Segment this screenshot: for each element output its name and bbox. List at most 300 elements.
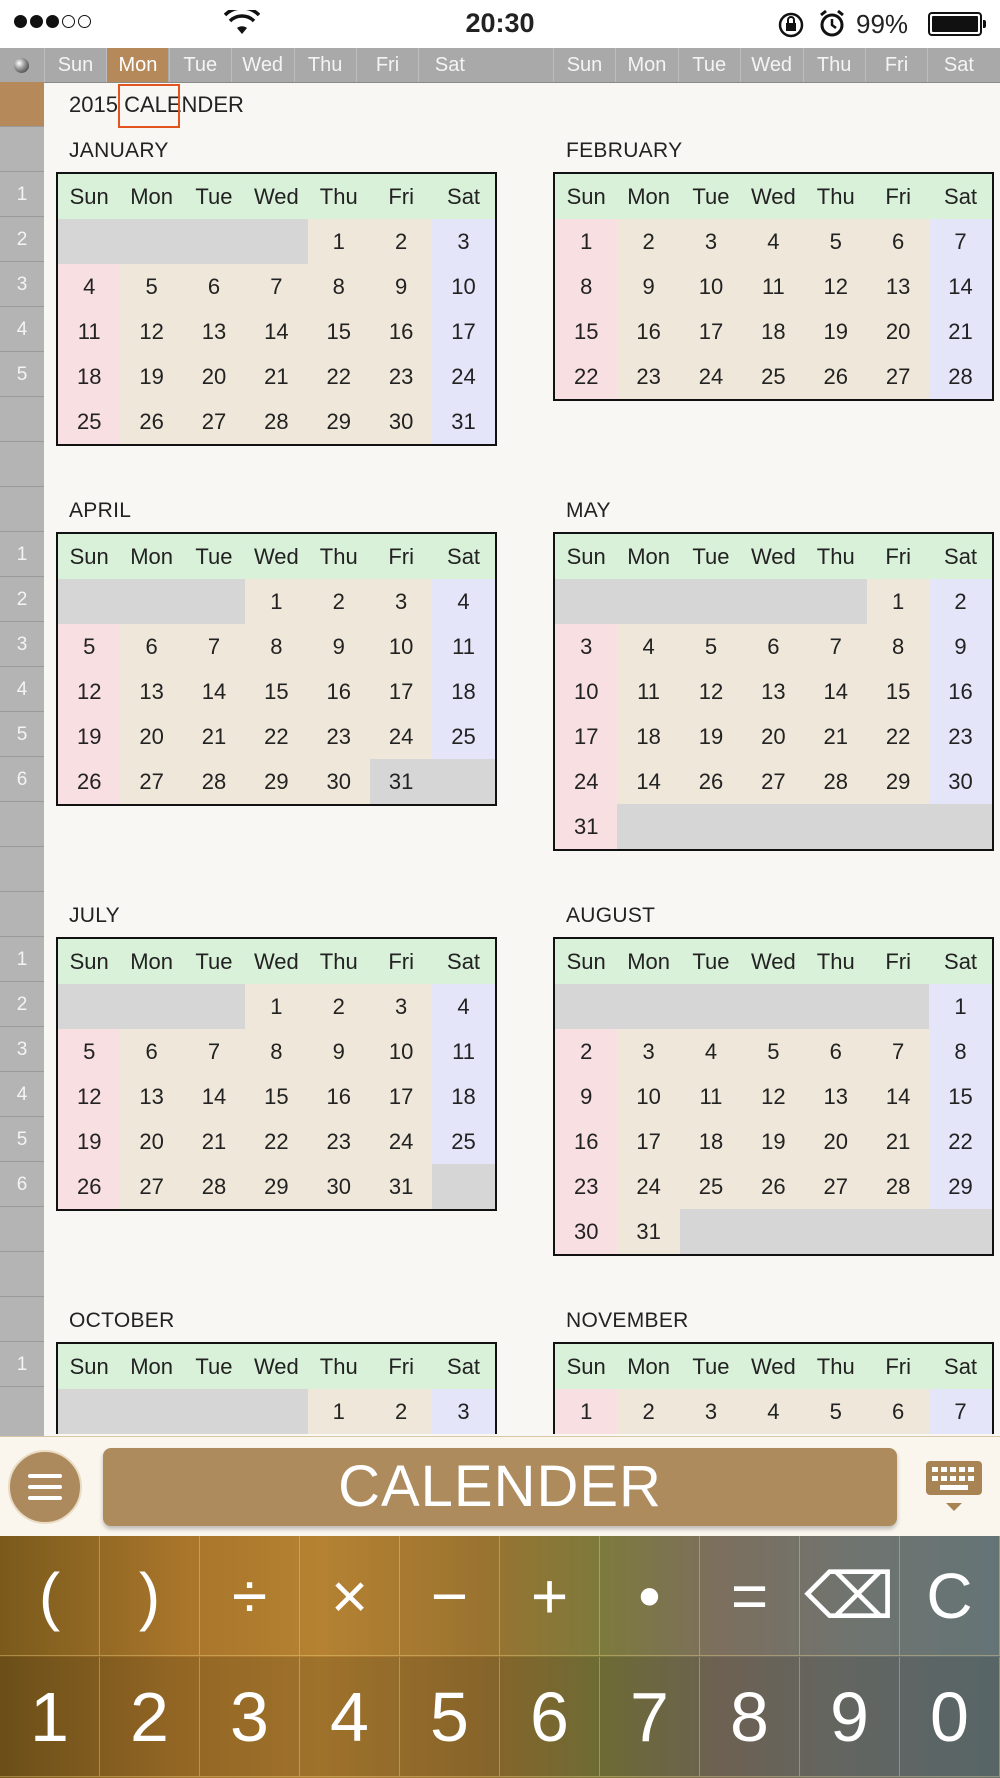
day-cell[interactable]: 11 xyxy=(680,1074,742,1119)
day-cell[interactable]: 27 xyxy=(183,399,245,444)
day-cell[interactable]: 26 xyxy=(58,759,120,804)
day-cell[interactable]: 16 xyxy=(555,1119,617,1164)
day-cell[interactable]: 23 xyxy=(308,714,370,759)
day-cell[interactable]: 21 xyxy=(183,1119,245,1164)
day-cell[interactable]: 2 xyxy=(370,1389,432,1434)
day-cell[interactable]: 30 xyxy=(929,759,991,804)
key-digit-1[interactable]: 1 xyxy=(0,1657,100,1777)
day-cell[interactable]: 23 xyxy=(555,1164,617,1209)
day-cell[interactable]: 22 xyxy=(867,714,929,759)
row-header[interactable]: 3 xyxy=(0,262,44,307)
day-cell[interactable]: 25 xyxy=(432,1119,494,1164)
column-header-sat[interactable]: Sat xyxy=(927,48,989,82)
key-digit-7[interactable]: 7 xyxy=(600,1657,700,1777)
day-cell[interactable]: 6 xyxy=(120,624,182,669)
key-operator[interactable]: − xyxy=(400,1536,500,1656)
row-header[interactable]: 5 xyxy=(0,352,44,397)
day-cell[interactable]: 30 xyxy=(555,1209,617,1254)
day-cell[interactable]: 20 xyxy=(742,714,804,759)
day-cell[interactable]: 13 xyxy=(120,1074,182,1119)
day-cell[interactable]: 3 xyxy=(680,219,742,264)
week-row xyxy=(58,264,495,309)
day-cell[interactable]: 5 xyxy=(742,1029,804,1074)
formula-display[interactable]: CALENDER xyxy=(103,1448,897,1526)
day-cell[interactable]: 20 xyxy=(805,1119,867,1164)
day-cell[interactable]: 12 xyxy=(742,1074,804,1119)
day-cell[interactable]: 6 xyxy=(805,1029,867,1074)
day-cell[interactable]: 20 xyxy=(120,714,182,759)
row-header[interactable] xyxy=(0,1297,44,1342)
row-header[interactable] xyxy=(0,1252,44,1297)
day-cell[interactable]: 4 xyxy=(680,1029,742,1074)
day-cell[interactable]: 20 xyxy=(120,1119,182,1164)
day-cell[interactable]: 14 xyxy=(183,669,245,714)
day-cell[interactable]: 18 xyxy=(432,1074,494,1119)
day-cell[interactable]: 25 xyxy=(432,714,494,759)
row-header[interactable]: 3 xyxy=(0,1027,44,1072)
day-cell[interactable]: 18 xyxy=(617,714,679,759)
row-header[interactable]: 5 xyxy=(0,712,44,757)
day-cell[interactable]: 13 xyxy=(867,264,929,309)
row-header[interactable] xyxy=(0,442,44,487)
empty-day-cell[interactable] xyxy=(742,579,804,624)
column-header-fri[interactable]: Fri xyxy=(865,48,927,82)
row-header[interactable]: 6 xyxy=(0,1162,44,1207)
day-cell[interactable]: 6 xyxy=(867,1389,929,1434)
column-header-sun[interactable]: Sun xyxy=(553,48,615,82)
day-cell[interactable]: 10 xyxy=(370,624,432,669)
column-header-tue[interactable]: Tue xyxy=(678,48,740,82)
column-header-mon[interactable]: Mon xyxy=(106,48,168,82)
empty-day-cell[interactable] xyxy=(120,579,182,624)
empty-day-cell[interactable] xyxy=(805,984,867,1029)
day-cell[interactable]: 3 xyxy=(370,984,432,1029)
day-cell[interactable]: 5 xyxy=(120,264,182,309)
day-cell[interactable]: 8 xyxy=(929,1029,991,1074)
row-header[interactable] xyxy=(0,487,44,532)
day-cell[interactable]: 27 xyxy=(867,354,929,399)
column-header-thu[interactable]: Thu xyxy=(803,48,865,82)
row-header[interactable]: 2 xyxy=(0,577,44,622)
day-cell[interactable]: 15 xyxy=(867,669,929,714)
day-cell[interactable]: 20 xyxy=(183,354,245,399)
row-header[interactable] xyxy=(0,82,44,127)
day-cell[interactable]: 10 xyxy=(432,264,494,309)
day-cell[interactable]: 5 xyxy=(58,1029,120,1074)
day-cell[interactable]: 21 xyxy=(245,354,307,399)
empty-day-cell[interactable] xyxy=(617,804,679,849)
day-cell[interactable]: 19 xyxy=(58,1119,120,1164)
day-cell[interactable]: 1 xyxy=(929,984,991,1029)
empty-day-cell[interactable] xyxy=(680,579,742,624)
day-cell[interactable]: 28 xyxy=(805,759,867,804)
day-cell[interactable]: 1 xyxy=(245,579,307,624)
day-cell[interactable]: 1 xyxy=(555,219,617,264)
row-header[interactable]: 4 xyxy=(0,1072,44,1117)
column-header-fri[interactable]: Fri xyxy=(356,48,418,82)
day-cell[interactable]: 14 xyxy=(805,669,867,714)
day-cell[interactable]: 17 xyxy=(370,669,432,714)
row-header[interactable]: 5 xyxy=(0,1117,44,1162)
weekday-header: Mon xyxy=(130,1354,173,1379)
day-cell[interactable]: 2 xyxy=(617,219,679,264)
day-cell[interactable]: 2 xyxy=(555,1029,617,1074)
key-digit-6[interactable]: 6 xyxy=(500,1657,600,1777)
day-cell[interactable]: 9 xyxy=(617,264,679,309)
day-cell[interactable]: 18 xyxy=(742,309,804,354)
key-operator[interactable]: ⌫ xyxy=(800,1536,900,1656)
day-cell[interactable]: 14 xyxy=(929,264,991,309)
day-cell[interactable]: 19 xyxy=(58,714,120,759)
empty-day-cell[interactable] xyxy=(58,984,120,1029)
day-cell[interactable]: 3 xyxy=(680,1389,742,1434)
row-header[interactable] xyxy=(0,397,44,442)
day-cell[interactable]: 21 xyxy=(805,714,867,759)
day-cell[interactable]: 1 xyxy=(308,1389,370,1434)
day-cell[interactable]: 6 xyxy=(183,264,245,309)
day-cell[interactable]: 3 xyxy=(432,1389,494,1434)
day-cell[interactable]: 12 xyxy=(805,264,867,309)
day-cell[interactable]: 19 xyxy=(120,354,182,399)
day-cell[interactable]: 14 xyxy=(617,759,679,804)
day-cell[interactable]: 13 xyxy=(805,1074,867,1119)
day-cell[interactable]: 15 xyxy=(929,1074,991,1119)
empty-day-cell[interactable] xyxy=(929,804,991,849)
day-cell[interactable]: 17 xyxy=(617,1119,679,1164)
row-header[interactable]: 1 xyxy=(0,532,44,577)
day-cell[interactable]: 4 xyxy=(432,984,494,1029)
day-cell[interactable]: 5 xyxy=(58,624,120,669)
day-cell[interactable]: 19 xyxy=(805,309,867,354)
day-cell[interactable]: 5 xyxy=(680,624,742,669)
empty-day-cell[interactable] xyxy=(245,1389,307,1434)
day-cell[interactable]: 31 xyxy=(432,399,494,444)
day-cell[interactable]: 26 xyxy=(742,1164,804,1209)
row-header[interactable]: 4 xyxy=(0,667,44,712)
day-cell[interactable]: 14 xyxy=(183,1074,245,1119)
empty-day-cell[interactable] xyxy=(805,1209,867,1254)
day-cell[interactable]: 31 xyxy=(370,1164,432,1209)
day-cell[interactable]: 12 xyxy=(58,669,120,714)
day-cell[interactable]: 2 xyxy=(370,219,432,264)
day-cell[interactable]: 27 xyxy=(120,759,182,804)
day-cell[interactable]: 1 xyxy=(867,579,929,624)
empty-day-cell[interactable] xyxy=(432,1164,494,1209)
day-cell[interactable]: 21 xyxy=(183,714,245,759)
day-cell[interactable]: 18 xyxy=(58,354,120,399)
day-cell[interactable]: 8 xyxy=(245,1029,307,1074)
key-operator[interactable]: ) xyxy=(100,1536,200,1656)
keyboard-hide-icon[interactable] xyxy=(922,1457,986,1521)
day-cell[interactable]: 27 xyxy=(805,1164,867,1209)
day-cell[interactable]: 5 xyxy=(805,1389,867,1434)
day-cell[interactable]: 2 xyxy=(308,984,370,1029)
day-cell[interactable]: 18 xyxy=(432,669,494,714)
day-cell[interactable]: 22 xyxy=(308,354,370,399)
day-cell[interactable]: 26 xyxy=(58,1164,120,1209)
day-cell[interactable]: 22 xyxy=(929,1119,991,1164)
row-header[interactable]: 1 xyxy=(0,172,44,217)
row-header[interactable]: 6 xyxy=(0,757,44,802)
day-cell[interactable]: 23 xyxy=(617,354,679,399)
day-cell[interactable]: 17 xyxy=(680,309,742,354)
key-digit-2[interactable]: 2 xyxy=(100,1657,200,1777)
empty-day-cell[interactable] xyxy=(617,984,679,1029)
day-cell[interactable]: 16 xyxy=(370,309,432,354)
day-cell[interactable]: 8 xyxy=(308,264,370,309)
row-header[interactable] xyxy=(0,802,44,847)
day-cell[interactable]: 1 xyxy=(308,219,370,264)
day-cell[interactable]: 23 xyxy=(370,354,432,399)
day-cell[interactable]: 25 xyxy=(680,1164,742,1209)
key-operator[interactable]: • xyxy=(600,1536,700,1656)
day-cell[interactable]: 19 xyxy=(742,1119,804,1164)
day-cell[interactable]: 20 xyxy=(867,309,929,354)
day-cell[interactable]: 24 xyxy=(370,714,432,759)
empty-day-cell[interactable] xyxy=(742,1209,804,1254)
empty-day-cell[interactable] xyxy=(742,804,804,849)
row-header[interactable]: 2 xyxy=(0,217,44,262)
day-cell[interactable]: 15 xyxy=(245,1074,307,1119)
day-cell[interactable]: 11 xyxy=(617,669,679,714)
day-cell[interactable]: 28 xyxy=(867,1164,929,1209)
empty-day-cell[interactable] xyxy=(183,984,245,1029)
empty-day-cell[interactable] xyxy=(929,1209,991,1254)
day-cell[interactable]: 24 xyxy=(370,1119,432,1164)
column-header-mon[interactable]: Mon xyxy=(615,48,677,82)
day-cell[interactable]: 26 xyxy=(805,354,867,399)
day-cell[interactable]: 16 xyxy=(929,669,991,714)
column-header-wed[interactable]: Wed xyxy=(740,48,802,82)
day-cell[interactable]: 17 xyxy=(555,714,617,759)
day-cell[interactable]: 12 xyxy=(120,309,182,354)
day-cell[interactable]: 12 xyxy=(58,1074,120,1119)
empty-day-cell[interactable] xyxy=(555,984,617,1029)
empty-day-cell[interactable] xyxy=(617,579,679,624)
day-cell[interactable]: 29 xyxy=(929,1164,991,1209)
empty-day-cell[interactable] xyxy=(120,984,182,1029)
day-cell[interactable]: 2 xyxy=(617,1389,679,1434)
day-cell[interactable]: 13 xyxy=(183,309,245,354)
empty-day-cell[interactable] xyxy=(867,804,929,849)
day-cell[interactable]: 11 xyxy=(58,309,120,354)
day-cell[interactable]: 10 xyxy=(370,1029,432,1074)
day-cell[interactable]: 10 xyxy=(680,264,742,309)
day-cell[interactable]: 29 xyxy=(308,399,370,444)
row-header[interactable]: 2 xyxy=(0,982,44,1027)
key-digit-8[interactable]: 8 xyxy=(700,1657,800,1777)
day-cell[interactable]: 7 xyxy=(245,264,307,309)
day-cell[interactable]: 11 xyxy=(432,1029,494,1074)
key-operator[interactable]: + xyxy=(500,1536,600,1656)
day-cell[interactable]: 7 xyxy=(929,1389,991,1434)
key-operator[interactable]: ( xyxy=(0,1536,100,1656)
empty-day-cell[interactable] xyxy=(805,804,867,849)
day-cell[interactable]: 19 xyxy=(680,714,742,759)
key-operator[interactable]: × xyxy=(300,1536,400,1656)
day-cell[interactable]: 4 xyxy=(742,1389,804,1434)
day-cell[interactable]: 10 xyxy=(617,1074,679,1119)
row-header[interactable] xyxy=(0,892,44,937)
day-cell[interactable]: 25 xyxy=(58,399,120,444)
day-cell[interactable]: 9 xyxy=(308,624,370,669)
day-cell[interactable]: 30 xyxy=(308,759,370,804)
day-cell[interactable]: 2 xyxy=(308,579,370,624)
day-cell[interactable]: 18 xyxy=(680,1119,742,1164)
row-header[interactable] xyxy=(0,127,44,172)
row-header[interactable]: 1 xyxy=(0,1342,44,1387)
day-cell[interactable]: 15 xyxy=(245,669,307,714)
day-cell[interactable]: 9 xyxy=(555,1074,617,1119)
key-operator[interactable]: ÷ xyxy=(200,1536,300,1656)
empty-day-cell[interactable] xyxy=(867,1209,929,1254)
day-cell[interactable]: 16 xyxy=(308,669,370,714)
key-digit-9[interactable]: 9 xyxy=(800,1657,900,1777)
column-header-sun[interactable]: Sun xyxy=(44,48,106,82)
row-header[interactable]: 4 xyxy=(0,307,44,352)
day-cell[interactable]: 29 xyxy=(245,1164,307,1209)
day-cell[interactable]: 21 xyxy=(929,309,991,354)
day-cell[interactable]: 7 xyxy=(183,1029,245,1074)
column-header-sat[interactable]: Sat xyxy=(418,48,480,82)
empty-day-cell[interactable] xyxy=(120,1389,182,1434)
empty-day-cell[interactable] xyxy=(183,219,245,264)
empty-day-cell[interactable] xyxy=(58,219,120,264)
key-digit-0[interactable]: 0 xyxy=(900,1657,1000,1777)
key-operator[interactable]: = xyxy=(700,1536,800,1656)
key-digit-3[interactable]: 3 xyxy=(200,1657,300,1777)
day-cell[interactable]: 25 xyxy=(742,354,804,399)
day-cell[interactable]: 31 xyxy=(555,804,617,849)
day-cell[interactable]: 23 xyxy=(308,1119,370,1164)
row-header[interactable] xyxy=(0,847,44,892)
day-cell[interactable]: 3 xyxy=(617,1029,679,1074)
empty-day-cell[interactable] xyxy=(183,1389,245,1434)
day-cell[interactable]: 27 xyxy=(120,1164,182,1209)
empty-day-cell[interactable]: 31 xyxy=(370,759,432,804)
empty-day-cell[interactable] xyxy=(58,1389,120,1434)
key-digit-4[interactable]: 4 xyxy=(300,1657,400,1777)
empty-day-cell[interactable] xyxy=(867,984,929,1029)
day-cell[interactable]: 22 xyxy=(245,1119,307,1164)
day-cell[interactable]: 29 xyxy=(867,759,929,804)
day-cell[interactable]: 11 xyxy=(432,624,494,669)
empty-day-cell[interactable] xyxy=(183,579,245,624)
empty-day-cell[interactable] xyxy=(680,984,742,1029)
day-cell[interactable]: 17 xyxy=(432,309,494,354)
day-cell[interactable]: 11 xyxy=(742,264,804,309)
day-cell[interactable]: 12 xyxy=(680,669,742,714)
day-cell[interactable]: 7 xyxy=(929,219,991,264)
empty-day-cell[interactable] xyxy=(680,1209,742,1254)
day-cell[interactable]: 4 xyxy=(742,219,804,264)
day-cell[interactable]: 30 xyxy=(370,399,432,444)
day-cell[interactable]: 28 xyxy=(929,354,991,399)
column-header-thu[interactable]: Thu xyxy=(294,48,356,82)
day-cell[interactable]: 6 xyxy=(120,1029,182,1074)
row-header[interactable] xyxy=(0,1207,44,1252)
day-cell[interactable]: 4 xyxy=(617,624,679,669)
day-cell[interactable]: 6 xyxy=(867,219,929,264)
day-cell[interactable]: 3 xyxy=(555,624,617,669)
day-cell[interactable]: 9 xyxy=(370,264,432,309)
day-cell[interactable]: 23 xyxy=(929,714,991,759)
day-cell[interactable]: 24 xyxy=(617,1164,679,1209)
day-cell[interactable]: 27 xyxy=(742,759,804,804)
day-cell[interactable]: 6 xyxy=(742,624,804,669)
day-cell[interactable]: 1 xyxy=(555,1389,617,1434)
day-cell[interactable]: 3 xyxy=(432,219,494,264)
empty-day-cell[interactable] xyxy=(680,804,742,849)
day-cell[interactable]: 13 xyxy=(120,669,182,714)
column-header-tue[interactable]: Tue xyxy=(169,48,231,82)
day-cell[interactable]: 22 xyxy=(555,354,617,399)
day-cell[interactable]: 28 xyxy=(183,1164,245,1209)
corner-ball-icon[interactable] xyxy=(14,58,29,73)
day-cell[interactable]: 16 xyxy=(617,309,679,354)
key-digit-5[interactable]: 5 xyxy=(400,1657,500,1777)
day-cell[interactable]: 28 xyxy=(245,399,307,444)
day-cell[interactable]: 8 xyxy=(867,624,929,669)
day-cell[interactable]: 16 xyxy=(308,1074,370,1119)
day-cell[interactable]: 9 xyxy=(929,624,991,669)
empty-day-cell[interactable] xyxy=(120,219,182,264)
column-header-wed[interactable]: Wed xyxy=(231,48,293,82)
row-header[interactable]: 3 xyxy=(0,622,44,667)
menu-button[interactable] xyxy=(8,1450,82,1524)
key-operator[interactable]: C xyxy=(900,1536,1000,1656)
day-cell[interactable]: 21 xyxy=(867,1119,929,1164)
day-cell[interactable]: 24 xyxy=(680,354,742,399)
day-cell[interactable]: 31 xyxy=(617,1209,679,1254)
empty-day-cell[interactable] xyxy=(245,219,307,264)
day-cell[interactable]: 15 xyxy=(308,309,370,354)
empty-day-cell[interactable] xyxy=(432,759,494,804)
day-cell[interactable]: 14 xyxy=(245,309,307,354)
day-cell[interactable]: 8 xyxy=(555,264,617,309)
day-cell[interactable]: 29 xyxy=(245,759,307,804)
day-cell[interactable]: 4 xyxy=(432,579,494,624)
day-cell[interactable]: 24 xyxy=(555,759,617,804)
day-cell[interactable]: 10 xyxy=(555,669,617,714)
empty-day-cell[interactable] xyxy=(58,579,120,624)
day-cell[interactable]: 5 xyxy=(805,219,867,264)
day-cell[interactable]: 22 xyxy=(245,714,307,759)
day-cell[interactable]: 30 xyxy=(308,1164,370,1209)
day-cell[interactable]: 14 xyxy=(867,1074,929,1119)
day-cell[interactable]: 1 xyxy=(245,984,307,1029)
day-cell[interactable]: 4 xyxy=(58,264,120,309)
day-cell[interactable]: 26 xyxy=(680,759,742,804)
day-cell[interactable]: 7 xyxy=(867,1029,929,1074)
day-cell[interactable]: 26 xyxy=(120,399,182,444)
day-cell[interactable]: 2 xyxy=(929,579,991,624)
day-cell[interactable]: 9 xyxy=(308,1029,370,1074)
day-cell[interactable]: 7 xyxy=(183,624,245,669)
row-header[interactable]: 1 xyxy=(0,937,44,982)
day-cell[interactable]: 8 xyxy=(245,624,307,669)
day-cell[interactable]: 28 xyxy=(183,759,245,804)
empty-day-cell[interactable] xyxy=(555,579,617,624)
day-cell[interactable]: 24 xyxy=(432,354,494,399)
empty-day-cell[interactable] xyxy=(742,984,804,1029)
empty-day-cell[interactable] xyxy=(805,579,867,624)
day-cell[interactable]: 7 xyxy=(805,624,867,669)
day-cell[interactable]: 3 xyxy=(370,579,432,624)
day-cell[interactable]: 13 xyxy=(742,669,804,714)
day-cell[interactable]: 17 xyxy=(370,1074,432,1119)
day-cell[interactable]: 15 xyxy=(555,309,617,354)
